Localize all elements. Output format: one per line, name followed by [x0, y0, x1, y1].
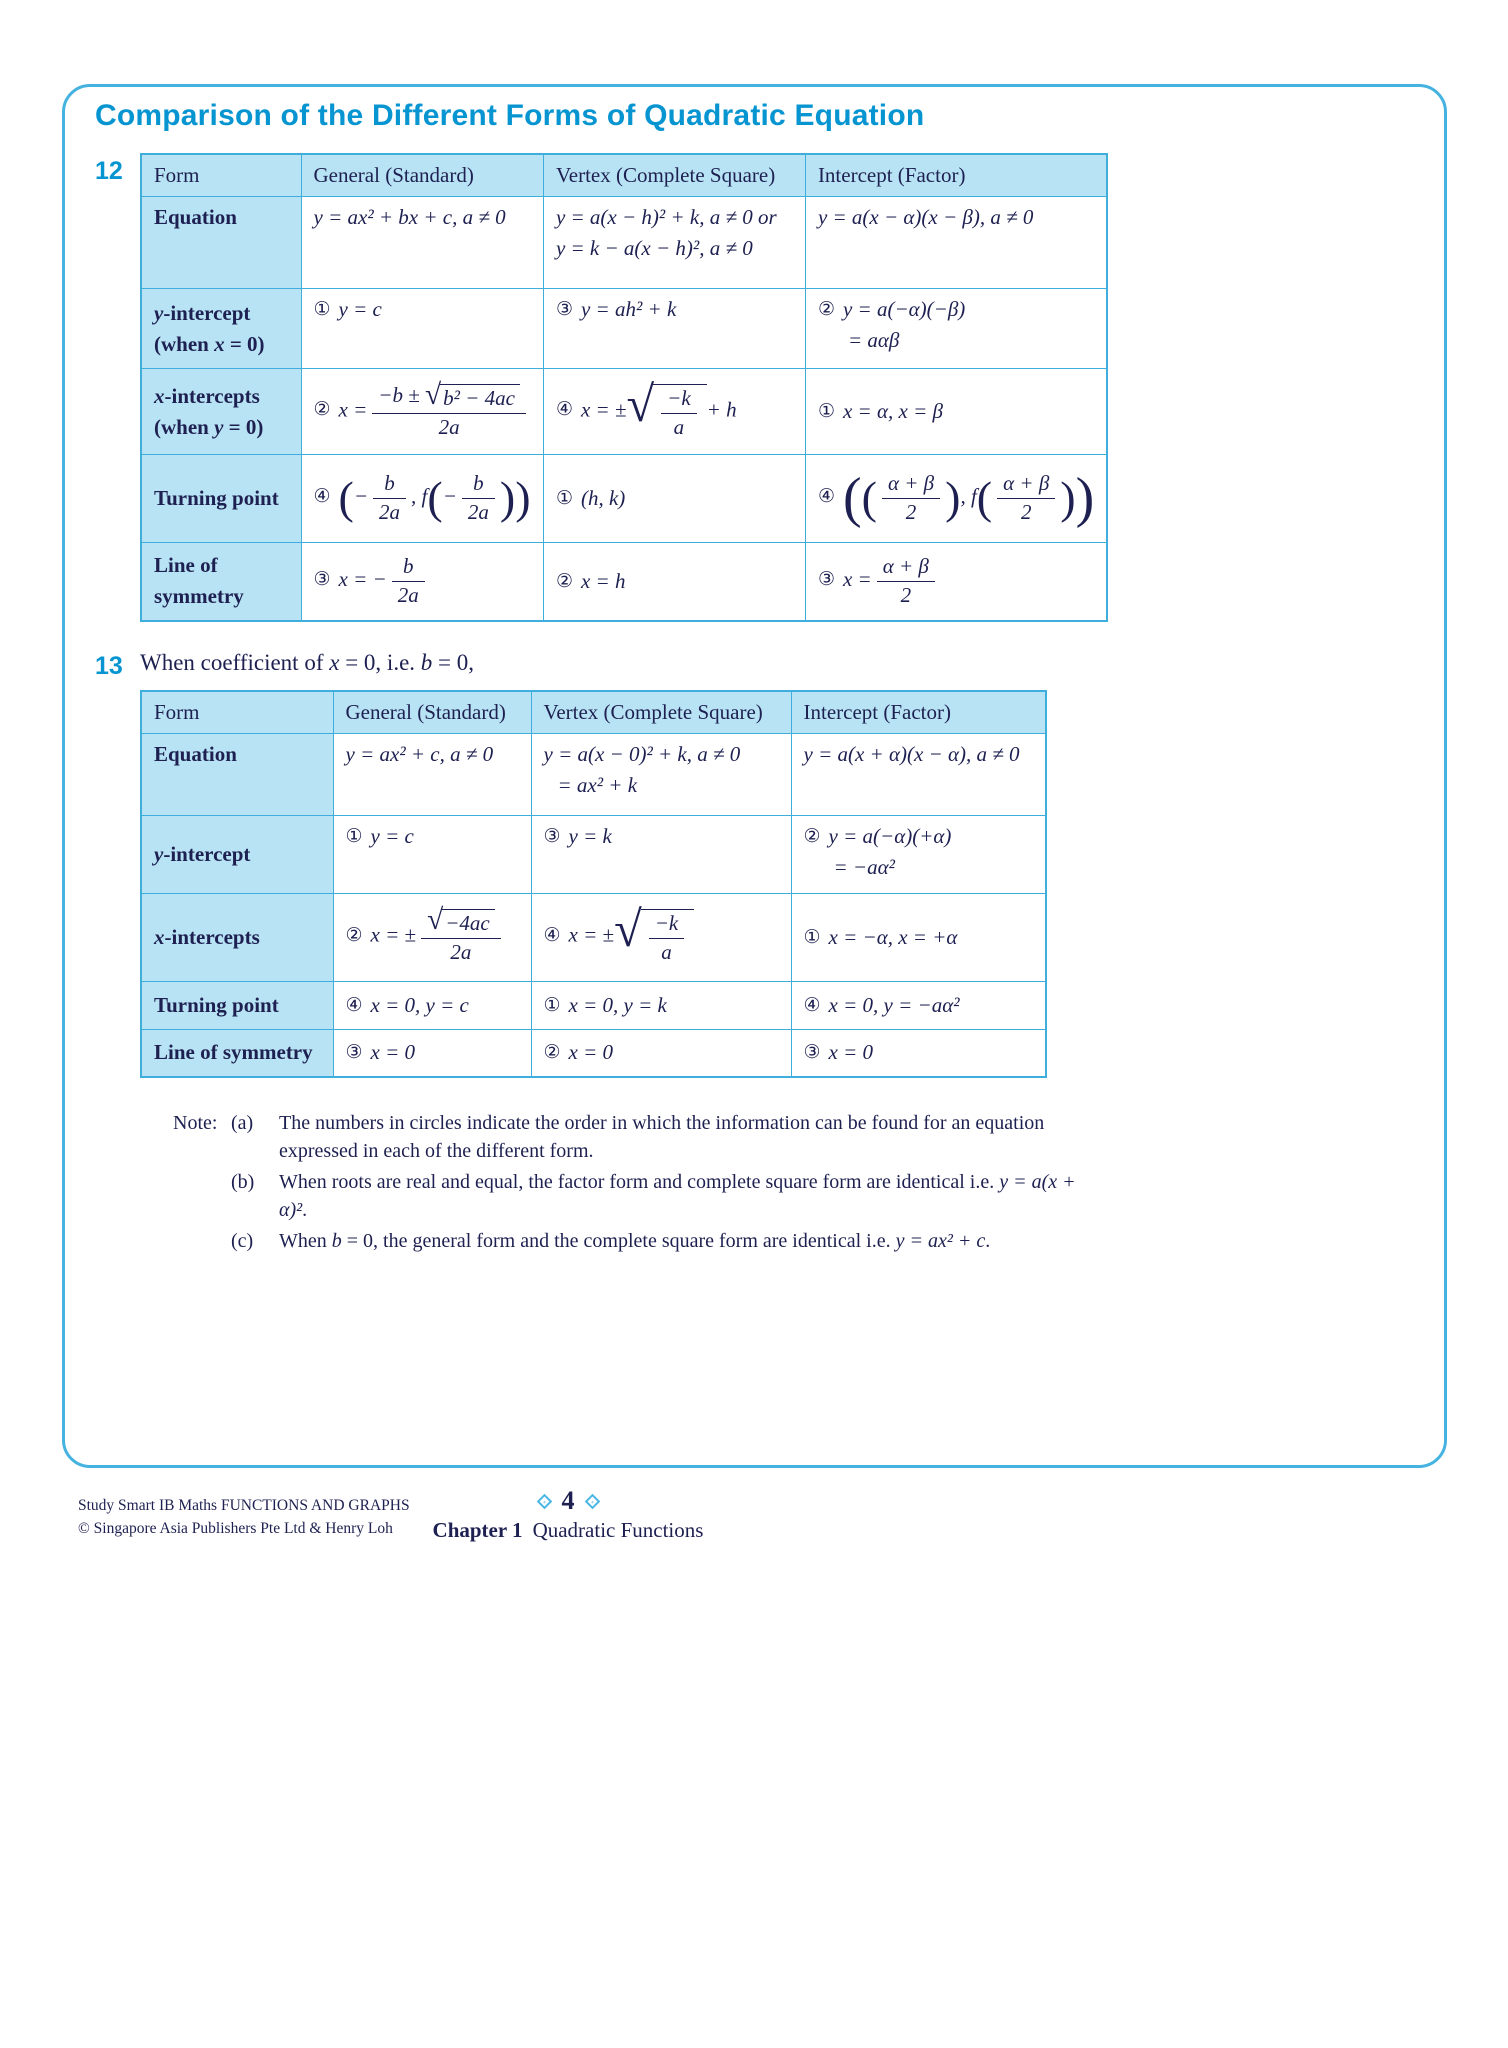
row-label-x-intercepts	[141, 893, 333, 981]
fraction-numerator: −k	[661, 387, 697, 414]
turning-point-vertex-cell	[543, 455, 805, 543]
math-text: y = a(x + α)²	[279, 1171, 1076, 1221]
line-of-symmetry-general-cell	[301, 543, 543, 621]
label-text: -intercepts	[164, 383, 260, 408]
chapter-line	[0, 1518, 1136, 1543]
fraction-numerator	[372, 378, 526, 414]
math-text: y = a(x − α)(x − β), a ≠ 0	[817, 205, 1034, 229]
page-number: 4	[561, 1486, 575, 1515]
square-root	[626, 375, 707, 439]
big-paren: (	[427, 472, 443, 524]
x-intercepts-vertex-cell	[531, 893, 791, 981]
line-of-symmetry-row	[141, 1029, 1046, 1077]
circled-order-number: ③	[555, 298, 573, 320]
note-text: When	[279, 1230, 332, 1253]
equation-row	[141, 197, 1107, 289]
label-text: = 0)	[224, 331, 265, 356]
equation-general-cell	[333, 733, 531, 815]
fraction	[882, 472, 940, 524]
circled-order-number: ①	[345, 824, 363, 847]
row-label-equation: Equation	[141, 197, 301, 289]
big-paren: )	[945, 472, 961, 524]
label-text: = 0,	[432, 649, 475, 675]
col-header-form: Form	[141, 691, 333, 734]
col-header-vertex: Vertex (Complete Square)	[531, 691, 791, 734]
circled-order-number: ④	[543, 923, 561, 946]
line-of-symmetry-vertex-cell	[531, 1029, 791, 1077]
fraction-denominator: 2a	[467, 500, 489, 524]
label-text: (when	[154, 331, 215, 356]
equation-vertex-cell	[531, 733, 791, 815]
math-text: y = c	[338, 297, 382, 321]
note-text: When roots are real and equal, the factor form and complete square form are identical i.e.	[279, 1171, 1000, 1194]
row-label-turning-point: Turning point	[141, 455, 301, 543]
x-intercepts-row	[141, 369, 1107, 455]
section-13	[95, 648, 1444, 1079]
y-intercept-vertex-cell	[531, 815, 791, 893]
section-13-body	[140, 648, 1047, 1079]
footer-copyright: © Singapore Asia Publishers Pte Ltd & Henry Loh	[78, 1520, 393, 1538]
item-number: 12	[95, 157, 123, 185]
big-paren: )	[1060, 472, 1076, 524]
math-text: x = 0, y = −aα²	[828, 992, 960, 1017]
note-item-text: The numbers in circles indicate the order in which the information can be found for an equation expressed in each of the different form.	[279, 1112, 1045, 1162]
math-text: −b ±	[378, 383, 425, 408]
math-text: x = 0	[370, 1040, 416, 1065]
big-paren: (	[338, 472, 354, 524]
fraction-denominator: 2	[900, 582, 912, 607]
x-intercepts-row	[141, 893, 1046, 981]
note-text: .	[985, 1230, 991, 1253]
row-label-y-intercept	[141, 289, 301, 369]
math-text: = aαβ	[847, 328, 900, 352]
turning-point-row	[141, 455, 1107, 543]
math-text: x = −α, x = +α	[828, 924, 958, 949]
fraction-numerator	[421, 904, 501, 939]
math-text: y = ax² + bx + c, a ≠ 0	[313, 205, 506, 229]
math-text: , f	[960, 484, 977, 509]
y-intercept-vertex-cell	[543, 289, 805, 369]
note-item-tag: (c)	[231, 1230, 254, 1253]
radical-sign: √	[425, 378, 442, 411]
section-12-body	[140, 153, 1108, 622]
math-text: , f	[411, 484, 428, 509]
math-text: + h	[706, 397, 737, 422]
chapter-title: Quadratic Functions	[532, 1518, 704, 1542]
math-text: x = 0, y = c	[370, 992, 469, 1017]
turning-point-vertex-cell	[531, 981, 791, 1029]
fraction-numerator: α + β	[882, 472, 940, 499]
col-header-form: Form	[141, 154, 301, 197]
math-text: y = ax² + c	[895, 1230, 986, 1253]
fraction-denominator: 2	[1020, 500, 1032, 524]
label-text: -intercept	[163, 841, 251, 866]
y-intercept-row	[141, 289, 1107, 369]
circled-order-number: ③	[543, 824, 561, 847]
equation-general-cell	[301, 197, 543, 289]
note-item-tag: (b)	[231, 1171, 255, 1194]
y-intercept-general-cell	[301, 289, 543, 369]
math-text: x	[154, 383, 165, 408]
x-intercepts-intercept-cell	[805, 369, 1107, 455]
fraction	[877, 555, 935, 607]
turning-point-intercept-cell	[791, 981, 1046, 1029]
turning-point-row	[141, 981, 1046, 1029]
math-text: x =	[338, 397, 368, 422]
math-text: x = 0	[568, 1040, 614, 1065]
diamond-ornament-icon	[536, 1493, 552, 1509]
row-label-equation: Equation	[141, 733, 333, 815]
note-block	[173, 1108, 1078, 1256]
fraction-denominator: a	[661, 940, 672, 964]
note-spacer	[173, 1167, 231, 1224]
item-number: 13	[95, 651, 123, 680]
col-header-intercept: Intercept (Factor)	[791, 691, 1046, 734]
x-intercepts-vertex-cell	[543, 369, 805, 455]
label-text: -intercepts	[164, 924, 260, 949]
circled-order-number: ②	[555, 569, 573, 592]
chapter-label: Chapter 1	[432, 1518, 523, 1542]
math-text: y	[154, 300, 164, 325]
radicand	[641, 909, 695, 964]
fraction-numerator: −k	[649, 912, 685, 939]
note-item-tag: (a)	[231, 1112, 254, 1134]
circled-order-number: ②	[543, 1041, 561, 1064]
circled-order-number: ②	[313, 398, 331, 421]
circled-order-number: ③	[817, 568, 835, 591]
fraction	[462, 472, 495, 524]
col-header-intercept: Intercept (Factor)	[805, 154, 1107, 197]
math-text: y = k − a(x − h)², a ≠ 0	[555, 236, 753, 260]
big-paren: )	[515, 472, 531, 524]
radical-sign: √	[614, 901, 642, 958]
big-paren: (	[976, 472, 993, 524]
x-intercepts-intercept-cell	[791, 893, 1046, 981]
circled-order-number: ③	[313, 568, 331, 591]
big-paren: (	[842, 467, 862, 530]
math-text: y = a(−α)(−β)	[842, 297, 966, 321]
fraction-denominator: 2a	[450, 940, 472, 964]
fraction-numerator: α + β	[997, 472, 1055, 499]
line-of-symmetry-intercept-cell	[791, 1029, 1046, 1077]
square-root	[614, 901, 694, 964]
math-text: x = ±	[580, 397, 627, 422]
math-text: y = a(x + α)(x − α), a ≠ 0	[803, 741, 1020, 766]
math-text: x	[154, 924, 165, 949]
label-text: When coefficient of	[140, 649, 330, 675]
row-label-turning-point: Turning point	[141, 981, 333, 1029]
circled-order-number: ①	[543, 993, 561, 1016]
math-text: x = ±	[568, 922, 615, 947]
circled-order-number: ②	[803, 824, 821, 847]
circled-order-number: ④	[555, 398, 573, 421]
row-label-x-intercepts	[141, 369, 301, 455]
fraction	[373, 472, 406, 524]
col-header-general: General (Standard)	[333, 691, 531, 734]
label-text: -intercept	[163, 300, 251, 325]
diamond-ornament-icon	[584, 1493, 600, 1509]
line-of-symmetry-general-cell	[333, 1029, 531, 1077]
line-of-symmetry-row	[141, 543, 1107, 621]
circled-order-number: ①	[313, 298, 331, 320]
turning-point-intercept-cell	[805, 455, 1107, 543]
math-text: y = c	[370, 823, 414, 848]
page-content	[65, 87, 1444, 1256]
circled-order-number: ④	[803, 993, 821, 1016]
fraction-numerator: b	[373, 472, 406, 499]
fraction	[649, 912, 685, 964]
line-of-symmetry-vertex-cell	[543, 543, 805, 621]
math-text: (h, k)	[580, 486, 626, 510]
circled-order-number: ①	[555, 487, 573, 509]
fraction-denominator: 2a	[379, 500, 401, 524]
section-12	[95, 153, 1444, 622]
circled-order-number: ④	[817, 485, 835, 508]
circled-order-number: ④	[313, 485, 331, 508]
equation-intercept-cell	[791, 733, 1046, 815]
fraction	[392, 555, 425, 607]
y-intercept-intercept-cell	[791, 815, 1046, 893]
label-text: (when	[154, 414, 215, 439]
math-text: x = 0, y = k	[568, 992, 667, 1017]
math-text: = ax² + k	[557, 772, 638, 797]
table-header-row	[141, 691, 1046, 734]
turning-point-general-cell	[333, 981, 531, 1029]
math-text: y = ax² + c, a ≠ 0	[345, 741, 494, 766]
circled-order-number: ①	[817, 400, 835, 422]
label-text: = 0, i.e.	[339, 649, 421, 675]
x-intercepts-general-cell	[301, 369, 543, 455]
circled-order-number: ③	[803, 1041, 821, 1064]
page-number-line	[0, 1486, 1136, 1516]
math-text: y = ah² + k	[580, 297, 677, 321]
radicand: −4ac	[442, 909, 495, 936]
fraction-denominator: 2	[905, 500, 917, 524]
row-label-y-intercept	[141, 815, 333, 893]
big-paren: )	[499, 472, 516, 524]
math-text: y = k	[568, 823, 612, 848]
label-text: = 0)	[223, 414, 264, 439]
radicand	[653, 384, 707, 439]
big-paren: )	[1075, 467, 1095, 530]
fraction	[421, 904, 501, 964]
fraction-numerator: α + β	[877, 555, 935, 582]
line-of-symmetry-intercept-cell	[805, 543, 1107, 621]
comparison-table-b-zero	[140, 690, 1047, 1079]
math-text: x	[214, 331, 225, 356]
fraction	[661, 387, 697, 439]
circled-order-number: ④	[345, 993, 363, 1016]
note-text: .	[302, 1198, 308, 1221]
circled-order-number: ③	[345, 1041, 363, 1064]
fraction-denominator: 2a	[397, 582, 419, 607]
note-item-text	[279, 1167, 1078, 1224]
math-text: y = a(x − h)² + k, a ≠ 0 or	[555, 205, 777, 229]
page-title: Comparison of the Different Forms of Quadratic Equation	[95, 99, 925, 132]
y-intercept-row	[141, 815, 1046, 893]
fraction-denominator: a	[673, 414, 685, 439]
square-root	[427, 904, 495, 937]
math-text: −	[442, 484, 457, 509]
y-intercept-general-cell	[333, 815, 531, 893]
label-text: Line of	[154, 553, 218, 578]
section-13-intro	[140, 650, 1047, 676]
big-paren: (	[861, 472, 877, 524]
footer-series-title: Study Smart IB Maths FUNCTIONS AND GRAPHS	[78, 1497, 410, 1514]
turning-point-general-cell	[301, 455, 543, 543]
square-root	[425, 378, 520, 411]
radical-sign: √	[427, 904, 444, 937]
math-text: = −aα²	[833, 854, 895, 879]
math-text: b	[420, 649, 433, 675]
math-text: x	[329, 649, 340, 675]
circled-order-number: ②	[345, 923, 363, 946]
label-text: symmetry	[154, 584, 244, 609]
y-intercept-intercept-cell	[805, 289, 1107, 369]
math-text: y = a(x − 0)² + k, a ≠ 0	[543, 741, 741, 766]
equation-row	[141, 733, 1046, 815]
comparison-table	[140, 153, 1108, 622]
footer-center	[0, 1486, 1136, 1543]
row-label-line-of-symmetry	[141, 543, 301, 621]
fraction-denominator: 2a	[438, 414, 460, 439]
col-header-vertex: Vertex (Complete Square)	[543, 154, 805, 197]
note-text: = 0, the general form and the complete square form are identical i.e.	[341, 1230, 896, 1253]
radicand: b² − 4ac	[440, 384, 520, 411]
math-text: −	[353, 484, 369, 509]
math-text: b	[331, 1230, 342, 1253]
math-text: y = a(−α)(+α)	[828, 823, 952, 848]
math-text: y	[214, 414, 224, 439]
row-label-line-of-symmetry: Line of symmetry	[141, 1029, 333, 1077]
fraction	[997, 472, 1055, 524]
fraction	[372, 378, 526, 439]
col-header-general: General (Standard)	[301, 154, 543, 197]
note-label: Note:	[173, 1112, 218, 1134]
fraction-numerator: b	[392, 555, 425, 582]
math-text: x =	[842, 567, 872, 592]
note-spacer	[173, 1226, 231, 1256]
equation-intercept-cell	[805, 197, 1107, 289]
equation-vertex-cell	[543, 197, 805, 289]
math-text: x = −	[338, 567, 387, 592]
math-text: x = 0	[828, 1040, 874, 1065]
math-text: x = h	[580, 568, 626, 593]
fraction-numerator: b	[462, 472, 495, 499]
radical-sign: √	[626, 375, 655, 432]
math-text: x = α, x = β	[842, 399, 943, 423]
math-text: y	[154, 841, 164, 866]
x-intercepts-general-cell	[333, 893, 531, 981]
note-item-text	[279, 1226, 1078, 1256]
circled-order-number: ②	[817, 298, 835, 320]
table-header-row	[141, 154, 1107, 197]
circled-order-number: ①	[803, 925, 821, 948]
math-text: x = ±	[370, 922, 417, 947]
